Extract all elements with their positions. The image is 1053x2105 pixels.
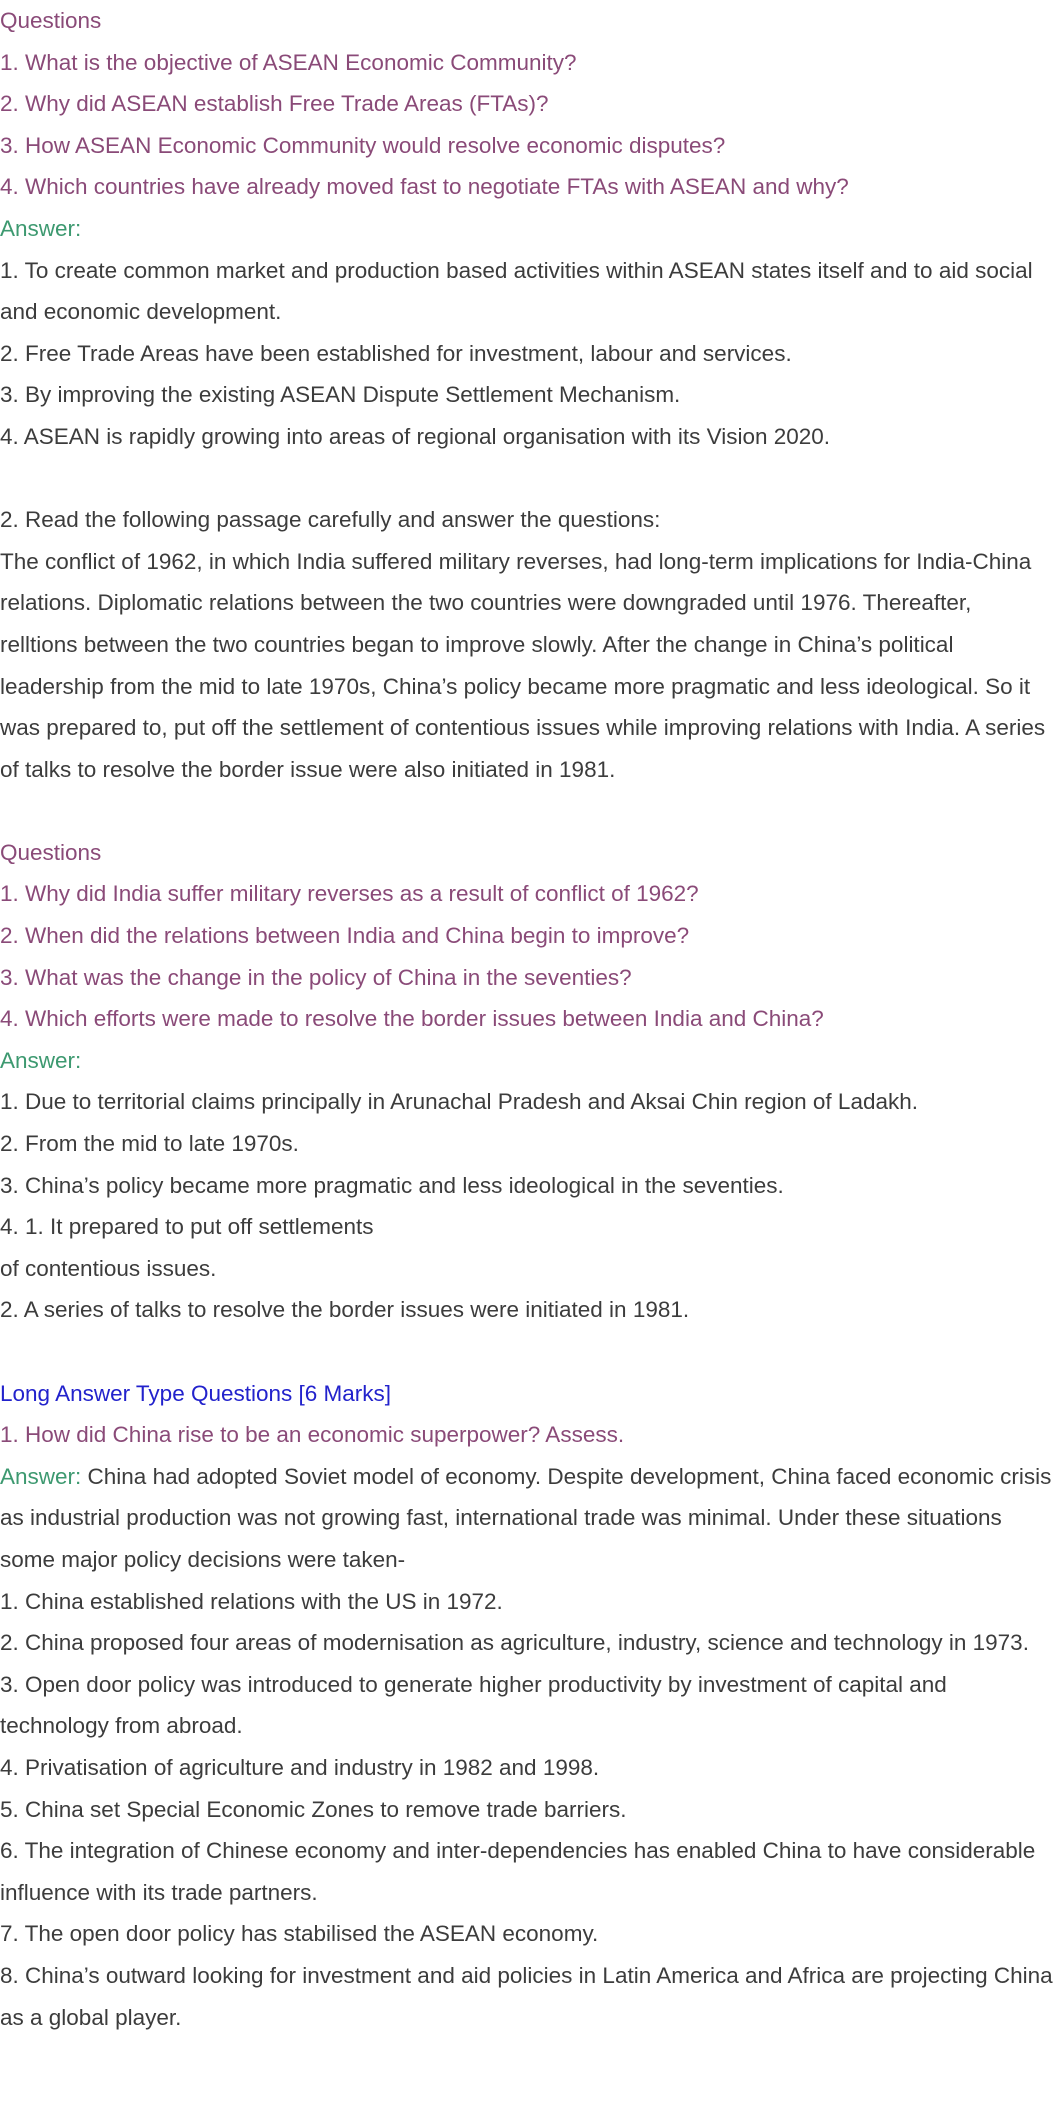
- answer-item: 2. Free Trade Areas have been established for investment, labour and services.: [0, 340, 792, 366]
- answer-label: Answer:: [0, 1463, 82, 1489]
- passage-text: The conflict of 1962, in which India suffered military reverses, had long-term implications for India-China relations. Diplomatic relations between the two countries were downgraded until 1976. Thereafter, relltions between the two countries began to improve slowly. After the change in China’s political leadership from the mid to late 1970s, China’s policy became more pragmatic and less ideological. So it was prepared to, put off the settlement of contentious issues while improving relations with India. A series of talks to resolve the border issue were also initiated in 1981.: [0, 548, 1046, 782]
- answer-intro: China had adopted Soviet model of economy. Despite development, China faced economic crisis as industrial production was not growing fast, international trade was minimal. Under these situations some major policy decisions were taken-: [0, 1463, 1052, 1572]
- answer-point: 5. China set Special Economic Zones to remove trade barriers.: [0, 1796, 627, 1822]
- answer-item: 4. ASEAN is rapidly growing into areas of regional organisation with its Vision 2020.: [0, 423, 831, 449]
- spacer: [0, 1331, 1053, 1373]
- answer-item: 3. China’s policy became more pragmatic and less ideological in the seventies.: [0, 1172, 784, 1198]
- question-item: 4. Which countries have already moved fast to negotiate FTAs with ASEAN and why?: [0, 174, 849, 200]
- question-item: 2. When did the relations between India and China begin to improve?: [0, 923, 690, 949]
- answer-item: 1. To create common market and production based activities within ASEAN states itself and to aid social and economic development.: [0, 257, 1033, 325]
- answer-point: 1. China established relations with the US in 1972.: [0, 1588, 503, 1614]
- question-item: 1. What is the objective of ASEAN Economic Community?: [0, 49, 577, 75]
- answer-point: 8. China’s outward looking for investment and aid policies in Latin America and Africa are projecting China as a global player.: [0, 1962, 1053, 2030]
- answer-item: 2. A series of talks to resolve the border issues were initiated in 1981.: [0, 1297, 690, 1323]
- question-item: 3. How ASEAN Economic Community would resolve economic disputes?: [0, 132, 726, 158]
- answer-point: 2. China proposed four areas of modernisation as agriculture, industry, science and technology in 1973.: [0, 1630, 1029, 1656]
- question-item: 3. What was the change in the policy of China in the seventies?: [0, 964, 632, 990]
- answer-point: 4. Privatisation of agriculture and industry in 1982 and 1998.: [0, 1754, 600, 1780]
- answer-item: 2. From the mid to late 1970s.: [0, 1131, 299, 1157]
- questions-heading: Questions: [0, 839, 102, 865]
- answer-point: 7. The open door policy has stabilised the ASEAN economy.: [0, 1921, 599, 1947]
- question-item: 4. Which efforts were made to resolve the border issues between India and China?: [0, 1006, 824, 1032]
- spacer: [0, 458, 1053, 500]
- answer-label: Answer:: [0, 215, 82, 241]
- questions-heading: Questions: [0, 8, 102, 33]
- question-item: 1. Why did India suffer military reverses as a result of conflict of 1962?: [0, 881, 699, 907]
- answer-paragraph: [0, 1456, 1053, 1581]
- answer-item: of contentious issues.: [0, 1255, 217, 1281]
- passage-intro: 2. Read the following passage carefully and answer the questions:: [0, 507, 661, 533]
- answer-label: Answer:: [0, 1047, 82, 1073]
- answer-point: 6. The integration of Chinese economy and inter-dependencies has enabled China to have considerable influence with its trade partners.: [0, 1838, 1036, 1905]
- long-answer-heading: Long Answer Type Questions [6 Marks]: [0, 1380, 392, 1406]
- answer-point: 3. Open door policy was introduced to generate higher productivity by investment of capital and technology from abroad.: [0, 1671, 947, 1739]
- question-item: 1. How did China rise to be an economic superpower? Assess.: [0, 1422, 625, 1448]
- answer-item: 3. By improving the existing ASEAN Dispute Settlement Mechanism.: [0, 382, 681, 408]
- answer-item: 4. 1. It prepared to put off settlements: [0, 1214, 374, 1240]
- spacer: [0, 790, 1053, 832]
- question-item: 2. Why did ASEAN establish Free Trade Areas (FTAs)?: [0, 91, 549, 117]
- answer-item: 1. Due to territorial claims principally in Arunachal Pradesh and Aksai Chin region of Ladakh.: [0, 1089, 918, 1115]
